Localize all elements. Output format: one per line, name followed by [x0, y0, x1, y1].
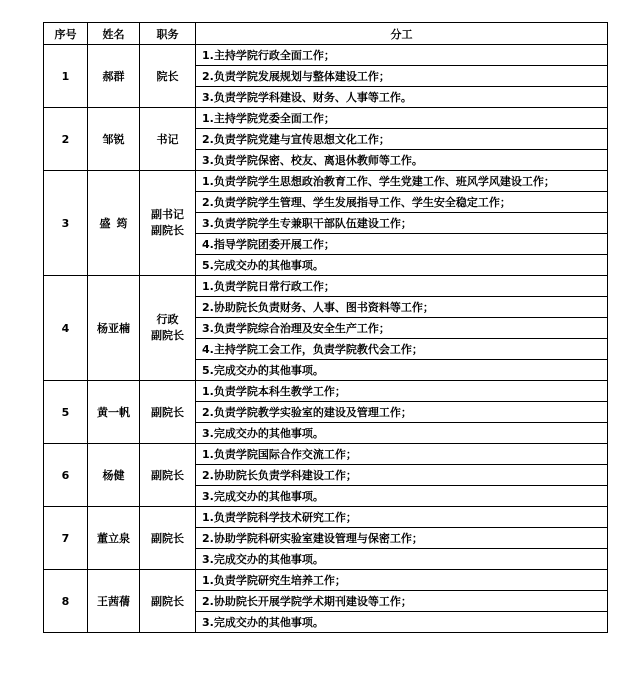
row-name-cell: 董立泉	[88, 507, 140, 570]
row-name-cell: 王茜蒨	[88, 570, 140, 633]
row-index-cell: 7	[44, 507, 88, 570]
row-position-cell: 副院长	[140, 570, 196, 633]
header-index: 序号	[44, 23, 88, 45]
header-position: 职务	[140, 23, 196, 45]
row-name-cell: 杨亚楠	[88, 276, 140, 381]
header-duties: 分工	[196, 23, 608, 45]
duty-item: 1.主持学院党委全面工作；	[196, 108, 608, 129]
duty-item: 2.协助学院科研实验室建设管理与保密工作；	[196, 528, 608, 549]
row-position-cell: 副院长	[140, 381, 196, 444]
table-row	[44, 171, 608, 192]
row-index-cell: 2	[44, 108, 88, 171]
duty-item: 1.负责学院科学技术研究工作；	[196, 507, 608, 528]
duty-item: 2.负责学院发展规划与整体建设工作；	[196, 66, 608, 87]
duty-item: 1.负责学院本科生教学工作；	[196, 381, 608, 402]
position-line: 副书记	[151, 208, 184, 221]
duty-item: 1.负责学院研究生培养工作；	[196, 570, 608, 591]
duty-item: 5.完成交办的其他事项。	[196, 360, 608, 381]
row-index-cell: 8	[44, 570, 88, 633]
duty-item: 3.负责学院保密、校友、离退休教师等工作。	[196, 150, 608, 171]
duty-item: 3.负责学院综合治理及安全生产工作；	[196, 318, 608, 339]
table-row	[44, 444, 608, 465]
duty-item: 1.负责学院国际合作交流工作；	[196, 444, 608, 465]
table-row	[44, 276, 608, 297]
row-position-cell: 副院长	[140, 444, 196, 507]
duty-item: 4.主持学院工会工作，负责学院教代会工作；	[196, 339, 608, 360]
row-index-cell: 5	[44, 381, 88, 444]
duty-item: 2.负责学院教学实验室的建设及管理工作；	[196, 402, 608, 423]
row-index-cell: 1	[44, 45, 88, 108]
row-name-cell	[88, 171, 140, 276]
row-position-cell: 书记	[140, 108, 196, 171]
duty-item: 3.完成交办的其他事项。	[196, 549, 608, 570]
table-row	[44, 507, 608, 528]
duty-item: 2.负责学院学生管理、学生发展指导工作、学生安全稳定工作；	[196, 192, 608, 213]
row-name-text: 盛筠	[99, 217, 134, 230]
duty-item: 2.负责学院党建与宣传思想文化工作；	[196, 129, 608, 150]
table-row	[44, 381, 608, 402]
row-index-cell: 6	[44, 444, 88, 507]
duty-item: 1.主持学院行政全面工作；	[196, 45, 608, 66]
table-header-row	[44, 23, 608, 45]
duty-item: 1.负责学院学生思想政治教育工作、学生党建工作、班风学风建设工作；	[196, 171, 608, 192]
row-name-cell: 邹锐	[88, 108, 140, 171]
table-row	[44, 45, 608, 66]
row-position-cell	[140, 171, 196, 276]
duty-item: 3.完成交办的其他事项。	[196, 423, 608, 444]
table-body	[44, 45, 608, 633]
duty-item: 3.完成交办的其他事项。	[196, 486, 608, 507]
duty-item: 1.负责学院日常行政工作；	[196, 276, 608, 297]
duty-assignment-table	[43, 22, 608, 633]
header-name: 姓名	[88, 23, 140, 45]
row-index-cell: 3	[44, 171, 88, 276]
duty-item: 2.协助院长开展学院学术期刊建设等工作；	[196, 591, 608, 612]
duty-item: 2.协助院长负责学科建设工作；	[196, 465, 608, 486]
duty-item: 3.负责学院学科建设、财务、人事等工作。	[196, 87, 608, 108]
row-position-cell	[140, 276, 196, 381]
row-index-cell: 4	[44, 276, 88, 381]
duty-item: 3.负责学院学生专兼职干部队伍建设工作；	[196, 213, 608, 234]
table-row	[44, 108, 608, 129]
duty-item: 5.完成交办的其他事项。	[196, 255, 608, 276]
duty-item: 3.完成交办的其他事项。	[196, 612, 608, 633]
position-line: 行政	[156, 313, 179, 326]
row-name-cell: 杨健	[88, 444, 140, 507]
position-line: 副院长	[151, 329, 184, 342]
position-line: 副院长	[151, 224, 184, 237]
duty-item: 4.指导学院团委开展工作；	[196, 234, 608, 255]
table-row	[44, 570, 608, 591]
duty-item: 2.协助院长负责财务、人事、图书资料等工作；	[196, 297, 608, 318]
row-position-cell: 副院长	[140, 507, 196, 570]
row-position-cell: 院长	[140, 45, 196, 108]
row-name-cell: 郝群	[88, 45, 140, 108]
row-name-cell: 黄一帆	[88, 381, 140, 444]
